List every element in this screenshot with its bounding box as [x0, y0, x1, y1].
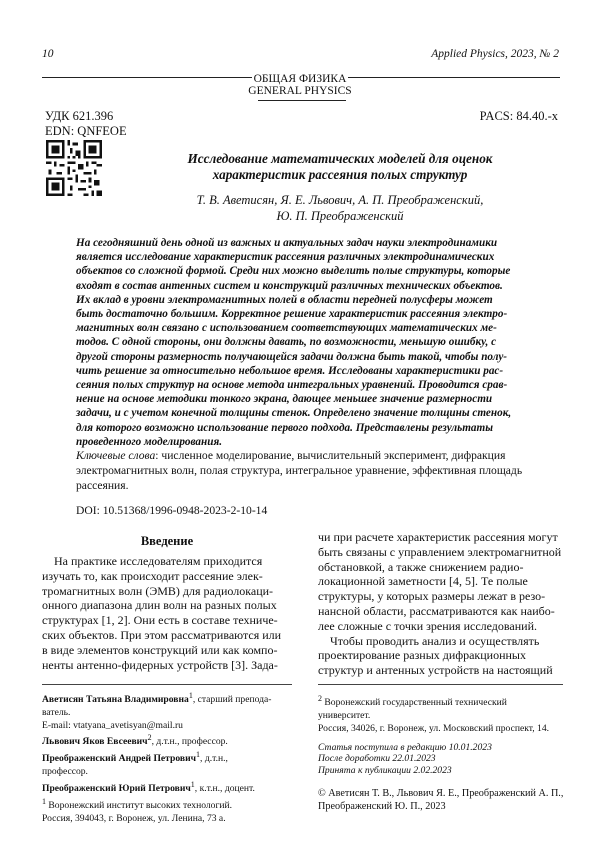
footnote-rule-right — [318, 684, 563, 685]
abstract-line: является исследование характеристик рассеяния различных электродинамических — [76, 251, 495, 264]
author-note — [42, 690, 302, 707]
text-line: структур и антенных устройств на настоящий — [318, 663, 553, 678]
abstract-line: магнитных волн связано с использованием соответствующих математических ме- — [76, 322, 497, 335]
text-line: чи при расчете характеристик рассеяния могут — [318, 530, 558, 544]
text-line: структуры, у которых размеры лежат в резо- — [318, 589, 546, 604]
journal-header: Applied Physics, 2023, № 2 — [431, 48, 559, 60]
copyright-line: Преображенский Ю. П., 2023 — [318, 801, 446, 812]
authors-line: Т. В. Аветисян, Я. Е. Львович, А. П. Преображенский, — [196, 193, 484, 207]
abstract-line: объектов со сложной формой. Среди них можно выделить полые структуры, которые — [76, 265, 511, 278]
section-title-en: GENERAL PHYSICS — [248, 85, 352, 97]
section-title-ru: ОБЩАЯ ФИЗИКА — [253, 73, 347, 85]
intro-right-column — [318, 530, 563, 678]
copyright — [318, 787, 563, 813]
text-line: обстановкой, а также снижением радио- — [318, 559, 524, 574]
abstract-line: другой стороны размерность получающейся задачи должна быть такой, чтобы полу- — [76, 350, 508, 363]
keywords-line — [76, 449, 562, 464]
page-number: 10 — [42, 48, 54, 60]
affiliation-footnotes — [318, 693, 563, 735]
date-revised: После доработки 22.01.2023 — [318, 753, 436, 765]
date-received: Статья поступила в редакцию 10.01.2023 — [318, 742, 492, 753]
affiliation-name: Воронежский государственный технический — [322, 697, 507, 709]
intro-left-column — [42, 554, 292, 672]
section-heading — [0, 73, 600, 97]
author-note — [42, 732, 302, 749]
author-name: Аветисян Татьяна Владимировна — [42, 694, 189, 706]
text-line: локационной заметности [4, 5]. Те полые — [318, 574, 528, 589]
abstract-line: проведенного моделирования. — [76, 435, 223, 448]
author-name: Львович Яков Евсеевич — [42, 736, 148, 748]
text-line: лее сложные с точки зрения исследований. — [318, 618, 538, 633]
abstract — [76, 236, 562, 449]
text-line: Чтобы проводить анализ и осуществлять — [318, 633, 540, 648]
affiliation-sup: 1 — [196, 750, 201, 760]
author-role: , к.т.н., доцент. — [194, 782, 255, 794]
pacs-code: PACS: 84.40.-x — [479, 109, 558, 123]
author-note-cont: профессор. — [42, 766, 88, 778]
affiliation-address: Россия, 34026, г. Воронеж, ул. Московский проспект, 14. — [318, 722, 550, 734]
abstract-line: На сегодняшний день одной из важных и актуальных задач науки электродинамики — [76, 237, 498, 249]
keywords-label: Ключевые слова — [76, 449, 156, 462]
affiliation-sup: 1 — [190, 779, 195, 789]
affiliation-sup: 2 — [147, 733, 152, 743]
copyright-line: © Аветисян Т. В., Львович Я. Е., Преображенский А. П., — [318, 788, 564, 799]
text-line: ских объектов. При этом рассматриваются или — [42, 627, 282, 642]
abstract-line: чить решение за относительно небольшое время. Исследованы характеристики рас- — [76, 364, 504, 377]
author-note — [42, 749, 302, 766]
author-role: , д.т.н., профессор. — [151, 736, 228, 748]
author-role: , старший препода- — [192, 694, 272, 706]
abstract-line: быть достаточно большим. Корректное решение характеристик рассеяния электро- — [76, 308, 508, 321]
abstract-line: нение на основе методики тонкого экрана, дающее меньшее значение размерности — [76, 393, 493, 406]
abstract-line: сеяния полых структур на основе метода интегральных уравнений. Проводится срав- — [76, 379, 508, 392]
author-name: Преображенский Юрий Петрович — [42, 782, 191, 794]
udk-block — [45, 109, 127, 139]
title-line: характеристик рассеяния полых структур — [212, 167, 468, 182]
authors-line: Ю. П. Преображенский — [276, 209, 404, 223]
author-email: E-mail: vtatyana_avetisyan@mail.ru — [42, 719, 183, 731]
affiliation-address: Россия, 394043, г. Воронеж, ул. Ленина, 73 а. — [42, 812, 226, 824]
footnote-rule-left — [42, 684, 292, 685]
author-name: Преображенский Андрей Петрович — [42, 753, 197, 765]
edn-code: EDN: QNFEOE — [45, 124, 127, 138]
text-line: На практике исследователям приходится — [42, 554, 263, 568]
text-line: в виде элементов конструкций или как компо- — [42, 642, 278, 657]
author-footnotes — [42, 690, 302, 825]
text-line: тромагнитных волн (ЭМВ) для радиолокаци- — [42, 583, 274, 598]
intro-heading: Введение — [140, 534, 194, 548]
author-note — [42, 779, 302, 796]
abstract-line: Их вклад в уровни электромагнитных полей в области передней полусферы может — [76, 293, 493, 306]
abstract-line: тодов. С одной стороны, они должны давать, по возможности, меньшую ошибку, с — [76, 336, 497, 349]
keywords-text: : численное моделирование, вычислительный эксперимент, дифракция — [155, 449, 506, 462]
udk-code: УДК 621.396 — [45, 109, 114, 123]
title-line: Исследование математических моделей для оценок — [187, 151, 493, 166]
article-title — [120, 151, 560, 183]
article-dates — [318, 742, 492, 776]
text-line: нансной области, рассматриваются как наибо- — [318, 603, 555, 618]
abstract-line: для которого возможно использование первого подхода. Представлены результаты — [76, 421, 493, 434]
abstract-line: входят в состав антенных систем и конструкций различных технических объектов. — [76, 279, 503, 292]
affiliation-name-cont: университет. — [318, 709, 371, 721]
doi: DOI: 10.51368/1996-0948-2023-2-10-14 — [76, 504, 268, 517]
qr-code — [46, 140, 102, 196]
text-line: ненты антенно-фидерных устройств [3]. Зада- — [42, 657, 278, 672]
text-line: структурах [1, 2]. Они есть в составе техниче- — [42, 613, 278, 628]
keywords-line: электромагнитных волн, полая структура, интегральное уравнение, эффективная площадь — [76, 463, 523, 477]
affiliation-sup: 1 — [188, 691, 193, 700]
abstract-line: задачи, и с учетом конечной толщины стенок. Определено значение толщины стенок, — [76, 407, 512, 420]
affiliation-note — [42, 796, 302, 813]
author-note-cont: ватель. — [42, 706, 71, 718]
text-line: онного диапазона длин волн на разных полых — [42, 598, 277, 613]
author-role: , д.т.н., — [200, 753, 228, 765]
affiliation-sup: 2 — [318, 694, 322, 703]
affiliation-name: Воронежский институт высоких технологий. — [46, 799, 233, 811]
text-line: проектирование разных дифракционных — [318, 648, 526, 663]
text-line: быть связаны с управлением электромагнитной — [318, 544, 562, 559]
affiliation-note — [318, 693, 563, 710]
affiliation-sup: 1 — [42, 796, 46, 806]
author-list — [120, 192, 560, 224]
keywords — [76, 449, 562, 493]
keywords-line: рассеяния. — [76, 478, 129, 492]
text-line: изучать то, как происходит рассеяние элек- — [42, 568, 263, 583]
date-accepted: Принята к публикации 2.02.2023 — [318, 764, 452, 776]
section-rule-bottom — [258, 100, 346, 101]
